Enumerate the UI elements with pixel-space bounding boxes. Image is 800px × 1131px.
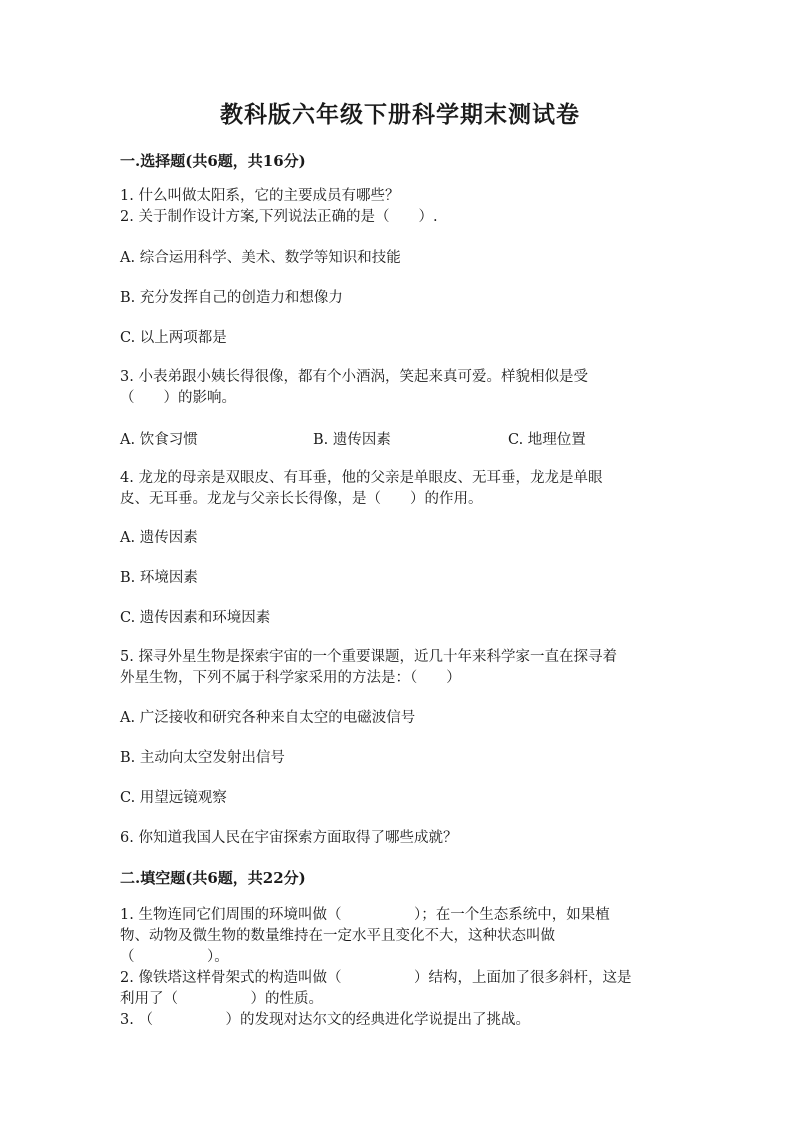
question-5-option-a: A. 广泛接收和研究各种来自太空的电磁波信号 bbox=[120, 710, 416, 726]
question-1: 1. 什么叫做太阳系，它的主要成员有哪些？ bbox=[120, 188, 400, 204]
question-5-option-c: C. 用望远镜观察 bbox=[120, 790, 227, 806]
fill-question-1-line2: 物、动物及微生物的数量维持在一定水平且变化不大，这种状态叫做 bbox=[120, 928, 555, 944]
question-3-option-b: B. 遗传因素 bbox=[313, 432, 391, 448]
section-heading-choice: 一.选择题(共6题，共16分) bbox=[120, 152, 306, 170]
question-5-stem-line2: 外星生物，下列不属于科学家采用的方法是：（ ） bbox=[120, 670, 461, 686]
question-2-option-b: B. 充分发挥自己的创造力和想像力 bbox=[120, 290, 343, 306]
fill-question-1-line3: （ ）。 bbox=[120, 949, 229, 965]
question-3-option-c: C. 地理位置 bbox=[508, 432, 586, 448]
fill-question-2-line1: 2. 像铁塔这样骨架式的构造叫做（ ）结构，上面加了很多斜杆，这是 bbox=[120, 970, 632, 986]
question-3-stem-line2: （ ）的影响。 bbox=[120, 390, 236, 406]
question-2-option-c: C. 以上两项都是 bbox=[120, 330, 227, 346]
question-2-stem: 2. 关于制作设计方案,下列说法正确的是（ ）. bbox=[120, 209, 438, 225]
page-title: 教科版六年级下册科学期末测试卷 bbox=[220, 101, 580, 128]
question-3-stem-line1: 3. 小表弟跟小姨长得很像，都有个小酒涡，笑起来真可爱。样貌相似是受 bbox=[120, 369, 588, 385]
question-3-option-a: A. 饮食习惯 bbox=[120, 432, 198, 448]
question-4-stem-line2: 皮、无耳垂。龙龙与父亲长长得像，是（ ）的作用。 bbox=[120, 491, 483, 507]
fill-question-1-line1: 1. 生物连同它们周围的环境叫做（ ）；在一个生态系统中，如果植 bbox=[120, 907, 610, 923]
fill-question-2-line2: 利用了（ ）的性质。 bbox=[120, 991, 323, 1007]
question-4-stem-line1: 4. 龙龙的母亲是双眼皮、有耳垂，他的父亲是单眼皮、无耳垂，龙龙是单眼 bbox=[120, 470, 603, 486]
section-heading-fill-in: 二.填空题(共6题，共22分) bbox=[120, 869, 306, 887]
question-5-option-b: B. 主动向太空发射出信号 bbox=[120, 750, 285, 766]
question-4-option-b: B. 环境因素 bbox=[120, 570, 198, 586]
question-2-option-a: A. 综合运用科学、美术、数学等知识和技能 bbox=[120, 250, 401, 266]
question-5-stem-line1: 5. 探寻外星生物是探索宇宙的一个重要课题，近几十年来科学家一直在探寻着 bbox=[120, 649, 617, 665]
question-4-option-a: A. 遗传因素 bbox=[120, 530, 198, 546]
question-6: 6. 你知道我国人民在宇宙探索方面取得了哪些成就？ bbox=[120, 830, 458, 846]
question-4-option-c: C. 遗传因素和环境因素 bbox=[120, 610, 271, 626]
fill-question-3: 3. （ ）的发现对达尔文的经典进化学说提出了挑战。 bbox=[120, 1012, 530, 1028]
